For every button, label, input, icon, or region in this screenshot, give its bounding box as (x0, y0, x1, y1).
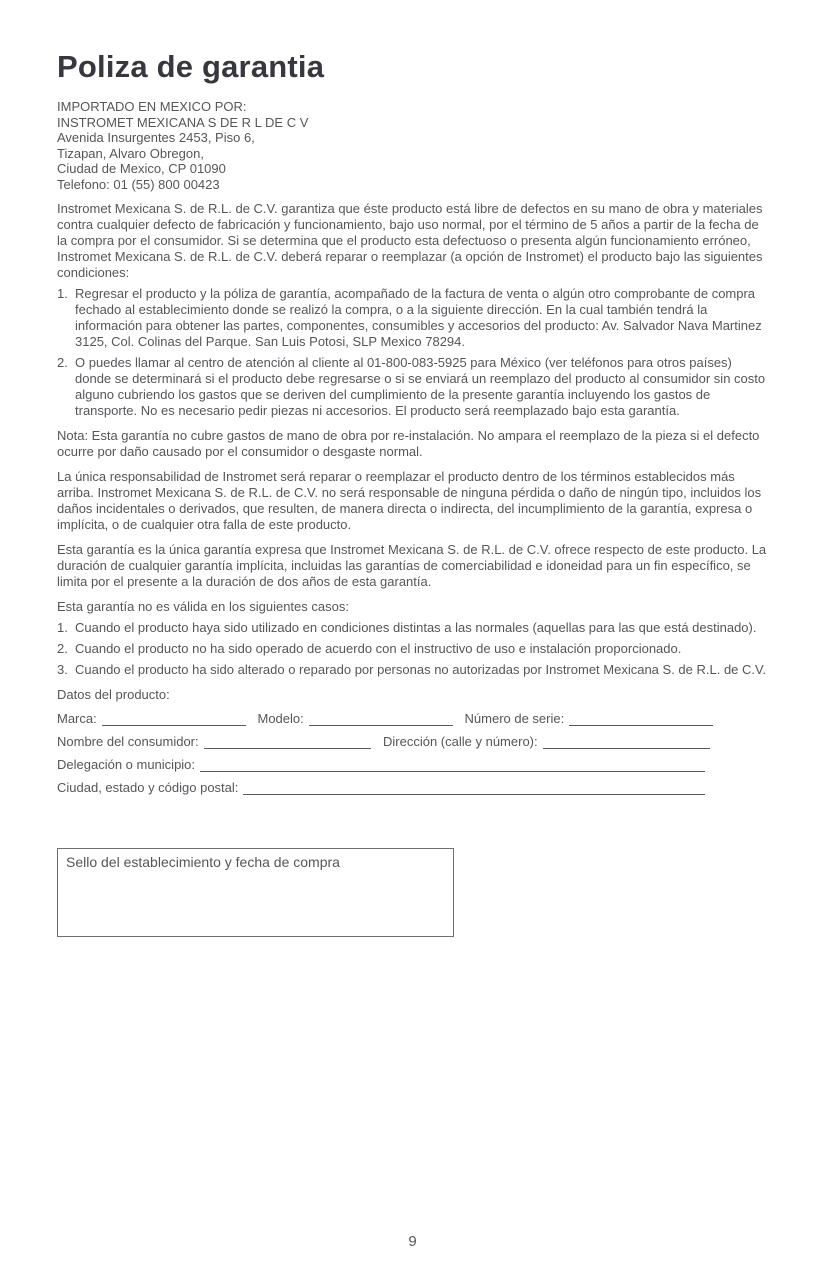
list-item-number: 1. (57, 286, 68, 302)
list-item-text: Cuando el producto haya sido utilizado en condiciones distintas a las normales (aquellas para las que está destinado). (75, 620, 757, 636)
list-item-number: 2. (57, 641, 68, 657)
page-number: 9 (408, 1233, 417, 1250)
list-item (57, 620, 768, 636)
nombre-consumidor-field-label: Nombre del consumidor: (57, 734, 199, 750)
delegacion-blank-line (200, 760, 705, 772)
marca-field-label: Marca: (57, 711, 97, 727)
list-item (57, 286, 768, 350)
importer-address-line: Tizapan, Alvaro Obregon, (57, 145, 204, 161)
form-row-ciudad (57, 780, 705, 795)
list-item-text: O puedes llamar al centro de atención al cliente al 01-800-083-5925 para México (ver teléfonos para otros países) donde se determinará si el producto debe regresarse o si se enviará un reemplazo del producto al consumidor sin costo alguno cubriendo los gastos que se deriven del cumplimiento de la presente garantía incluyendo los gastos de transporte. No es necesario pedir piezas ni accesorios. El producto será reemplazado bajo esta garantía. (75, 355, 766, 419)
liability-paragraph: La única responsabilidad de Instromet será reparar o reemplazar el producto dentro de los términos establecidos más arriba. Instromet Mexicana S. de R.L. de C.V. no será responsable de ninguna pérdida o daño de ningún tipo, incluidos los daños incidentales o derivados, que resulten, de manera directa o indirecta, del incumplimiento de la garantía, expresa o implícita, o de cualquier otra falla de este producto. (57, 469, 762, 533)
ciudad-blank-line (243, 783, 705, 795)
modelo-blank-line (309, 714, 453, 726)
list-item-text: Cuando el producto no ha sido operado de acuerdo con el instructivo de uso e instalación proporcionado. (75, 641, 682, 657)
invalid-cases-intro: Esta garantía no es válida en los siguientes casos: (57, 599, 349, 615)
importer-address-line: Avenida Insurgentes 2453, Piso 6, (57, 130, 255, 146)
direccion-field-label: Dirección (calle y número): (383, 734, 538, 750)
form-row-delegacion (57, 757, 705, 772)
direccion-blank-line (543, 737, 710, 749)
numero-serie-field-label: Número de serie: (464, 711, 565, 727)
list-item-text: Cuando el producto ha sido alterado o reparado por personas no autorizadas por Instromet Mexicana S. de R.L. de C.V. (75, 662, 767, 678)
nota-paragraph: Nota: Esta garantía no cubre gastos de mano de obra por re-instalación. No ampara el reemplazo de la pieza si el defecto ocurre por daño causado por el consumidor o desgaste normal. (57, 428, 760, 460)
modelo-field-label: Modelo: (257, 711, 304, 727)
list-item-number: 2. (57, 355, 68, 371)
stamp-box-label: Sello del establecimiento y fecha de compra (66, 854, 340, 871)
form-row-consumer (57, 734, 710, 749)
form-row-product (57, 711, 713, 726)
invalid-cases-list (57, 620, 768, 678)
warranty-conditions-list (57, 286, 768, 419)
warranty-intro-paragraph: Instromet Mexicana S. de R.L. de C.V. garantiza que éste producto está libre de defectos en su mano de obra y materiales contra cualquier defecto de fabricación y funcionamiento, bajo uso normal, por el término de 5 años a partir de la fecha de la compra por el consumidor. Si se determina que el producto esta defectuoso o presenta algún funcionamiento erróneo, Instromet Mexicana S. de R.L. de C.V. deberá reparar o reemplazar (a opción de Instromet) el producto bajo las siguientes condiciones: (57, 201, 763, 281)
marca-blank-line (102, 714, 246, 726)
importer-address-line: Telefono: 01 (55) 800 00423 (57, 176, 220, 192)
product-data-section-label: Datos del producto: (57, 687, 170, 703)
list-item-number: 3. (57, 662, 68, 678)
list-item (57, 662, 768, 678)
list-item (57, 641, 768, 657)
page-title: Poliza de garantia (57, 49, 325, 84)
importer-address-line: IMPORTADO EN MEXICO POR: (57, 99, 247, 115)
ciudad-field-label: Ciudad, estado y código postal: (57, 780, 239, 796)
stamp-box (57, 848, 454, 937)
list-item-text: Regresar el producto y la póliza de garantía, acompañado de la factura de venta o algún otro comprobante de compra fechado al establecimiento donde se realizó la compra, o a la siguiente dirección. En la cual también tendrá la información para obtener las partes, componentes, consumibles y accesorios del producto: Av. Salvador Nava Martinez 3125, Col. Colinas del Parque. San Luis Potosi, SLP Mexico 78294. (75, 286, 762, 350)
numero-serie-blank-line (569, 714, 713, 726)
list-item-number: 1. (57, 620, 68, 636)
importer-address-line: INSTROMET MEXICANA S DE R L DE C V (57, 114, 309, 130)
nombre-consumidor-blank-line (204, 737, 371, 749)
list-item (57, 355, 768, 419)
importer-address-line: Ciudad de Mexico, CP 01090 (57, 161, 226, 177)
importer-address (57, 99, 768, 192)
delegacion-field-label: Delegación o municipio: (57, 757, 196, 773)
express-warranty-paragraph: Esta garantía es la única garantía expresa que Instromet Mexicana S. de R.L. de C.V. ofrece respecto de este producto. La duración de cualquier garantía implícita, incluidas las garantías de comerciabilidad e idoneidad para un fin específico, se limita por el presente a la duración de dos años de esta garantía. (57, 542, 767, 590)
